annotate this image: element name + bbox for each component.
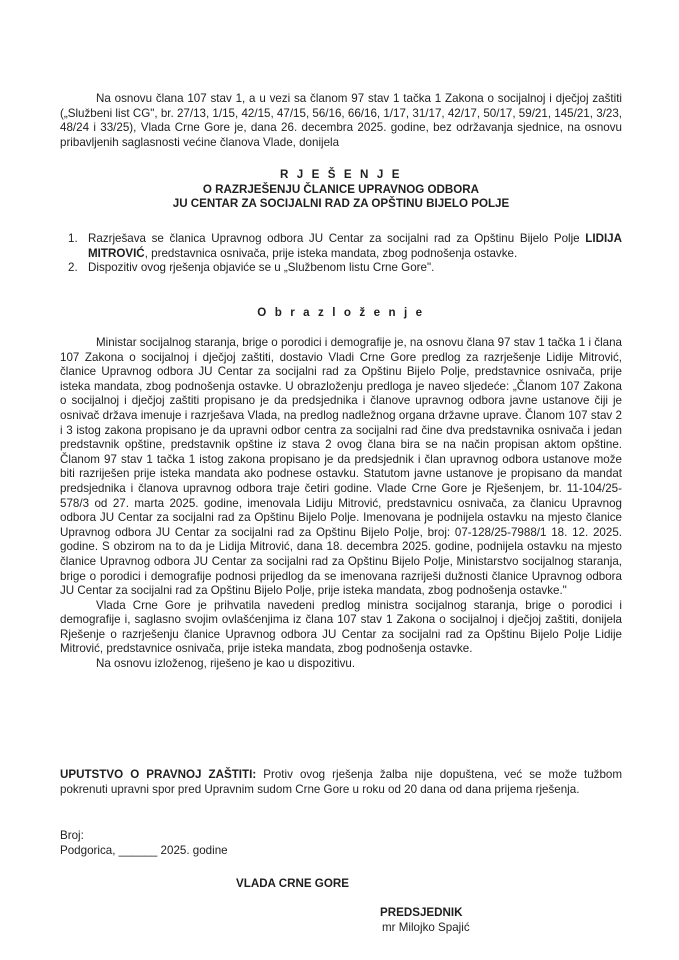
signature-block bbox=[380, 906, 470, 935]
dispositive-item-text: Dispozitiv ovog rješenja objaviće se u „Službenom listu Crne Gore". bbox=[88, 261, 435, 275]
dispositive-item bbox=[68, 232, 622, 261]
dispositive-list bbox=[68, 232, 622, 276]
reasoning-body bbox=[60, 336, 622, 672]
signatory-name: mr Milojko Spajić bbox=[382, 920, 470, 934]
dispositive-item bbox=[68, 261, 622, 276]
dispositive-item-name: LIDIJA MITROVIĆ bbox=[88, 232, 622, 260]
legal-remedy-label: UPUTSTVO O PRAVNOJ ZAŠTITI: bbox=[60, 768, 257, 781]
reasoning-paragraph: Ministar socijalnog staranja, brige o porodici i demografije je, na osnovu člana 97 stav 1 tačka 1 i člana 107 Zakona o socijalnoj i dječjoj zaštiti, dostavio Vladi Crne Gore predlog za razrješenje Lidije Mitrović, članice Upravnog odbora JU Centar za socijalni rad za Opštinu Bijelo Polje, predstavnice osnivača, prije isteka mandata, zbog podnošenja ostavke. U obrazloženju predloga je naveo sljedeće: „Članom 107 Zakona o socijalnoj i dječjoj zaštiti propisano je da predsjednika i članove upravnog odbora javne ustanove čiji je osnivač država imenuje i razrješava Vlada, na predlog nadležnog organa državne uprave. Članom 107 stav 2 i 3 istog zakona propisano je da upravni odbor centra za socijalni rad čine dva predstavnika osnivača i jedan predstavnik opštine, predstavnik opštine iz stava 2 ovog člana bira se na način propisan aktom opštine. Članom 97 stav 1 tačka 1 istog zakona propisano je da predsjednik i član upravnog odbora ustanove može biti razriješen prije isteka mandata ako podnese ostavku. Statutom javne ustanove je propisano da mandat predsjednika i članova upravnog odbora traje četiri godine. Vlade Crne Gore je Rješenjem, br. 11-104/25-578/3 od 27. marta 2025. godine, imenovala Lidiju Mitrović, predstavnicu osnivača, za članicu Upravnog odbora JU Centar za socijalni rad za Opštinu Bijelo Polje. Imenovana je podnijela ostavku na mjesto članice Upravnog odbora JU Centar za socijalni rad za Opštinu Bijelo Polje, broj: 07-128/25-7988/1 18. 12. 2025. godine. S obzirom na to da je Lidija Mitrović, dana 18. decembra 2025. godine, podnijela ostavku na mjesto članice Upravnog odbora JU Centar za socijalni rad za Opštinu Bijelo Polje, Ministarstvo socijalnog staranja, brige o porodici i demografije podnosi prijedlog da se imenovana razriješi dužnosti članice Upravnog odbora JU Centar za socijalni rad za Opštinu Bijelo Polje, prije isteka mandata, zbog podnošenja ostavke." bbox=[60, 336, 622, 598]
dispositive-item-text: Razrješava se članica Upravnog odbora JU Centar za socijalni rad za Opštinu Bijelo Polje bbox=[88, 232, 580, 245]
signatory-title: PREDSJEDNIK bbox=[380, 906, 463, 919]
preamble bbox=[60, 92, 622, 150]
reference-block bbox=[60, 829, 622, 858]
dispositive-item-number: 2. bbox=[68, 261, 78, 275]
place-and-date: Podgorica, ______ 2025. godine bbox=[60, 843, 228, 857]
dispositive-item-text-end: , predstavnica osnivača, prije isteka mandata, zbog podnošenja ostavke. bbox=[144, 246, 518, 260]
decision-subject-line-1: O RAZRJEŠENJU ČLANICE UPRAVNOG ODBORA bbox=[202, 182, 480, 196]
government-name: VLADA CRNE GORE bbox=[236, 877, 349, 890]
decision-heading: R J E Š E N J E bbox=[279, 168, 403, 181]
legal-remedy bbox=[60, 768, 622, 797]
reasoning-heading: O b r a z l o ž e n j e bbox=[257, 306, 425, 319]
preamble-text: Na osnovu člana 107 stav 1, a u vezi sa članom 97 stav 1 tačka 1 Zakona o socijalnoj i dječjoj zaštiti („Službeni list CG", br. 27/13, 1/15, 42/15, 47/15, 56/16, 66/16, 1/17, 31/17, 42/17, 50/17, 59/21, 145/21, 3/23, 48/24 i 33/25), Vlada Crne Gore je, dana 26. decembra 2025. godine, bez održavanja sjednice, na osnovu pribavljenih saglasnosti većine članova Vlade, donijela bbox=[60, 92, 622, 149]
dispositive-item-number: 1. bbox=[68, 232, 78, 245]
decision-subject-line-2: JU CENTAR ZA SOCIJALNI RAD ZA OPŠTINU BIJELO POLJE bbox=[172, 197, 510, 211]
decision-title bbox=[60, 168, 622, 212]
reference-number: Broj: bbox=[60, 829, 84, 842]
legal-remedy-text: Protiv ovog rješenja žalba nije dopuštena, već se može tužbom pokrenuti upravni spor pred Upravnim sudom Crne Gore u roku od 20 dana od dana prijema rješenja. bbox=[60, 768, 622, 796]
reasoning-paragraph: Na osnovu izloženog, riješeno je kao u dispozitivu. bbox=[96, 657, 356, 671]
reasoning-paragraph: Vlada Crne Gore je prihvatila navedeni predlog ministra socijalnog staranja, brige o porodici i demografije i, saglasno svojim ovlašćenjima iz člana 107 stav 1 Zakona o socijalnoj i dječjoj zaštiti, donijela Rješenje o razrješenju članice Upravnog odbora JU Centar za socijalni rad za Opštinu Bijelo Polje Lidije Mitrović, predstavnice osnivača, prije isteka mandata, zbog podnošenja ostavke. bbox=[60, 598, 622, 656]
